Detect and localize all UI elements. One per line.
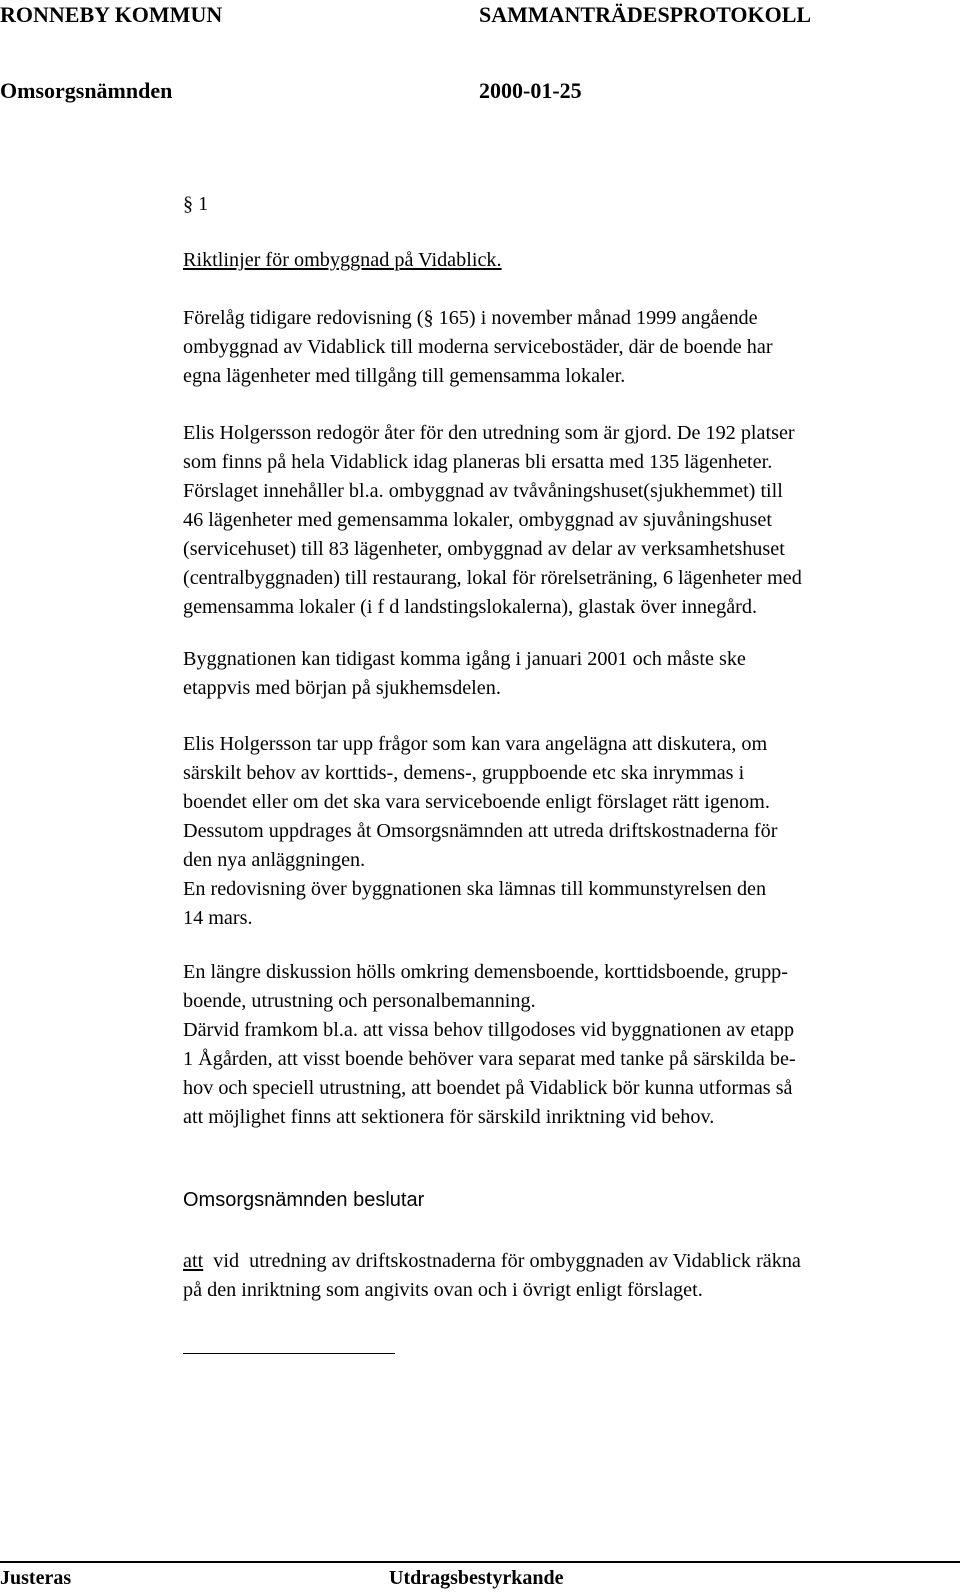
decision-text: [183, 1247, 960, 1305]
text-line: [183, 1247, 960, 1276]
paragraph-schedule: [183, 645, 960, 703]
text-line: Elis Holgersson tar upp frågor som kan vara angelägna att diskutera, om: [183, 733, 768, 755]
text-line: Förelåg tidigare redovisning (§ 165) i november månad 1999 angående: [183, 307, 758, 329]
text-line: (centralbyggnaden) till restaurang, lokal för rörelseträning, 6 lägenheter med: [183, 567, 802, 589]
text-line: egna lägenheter med tillgång till gemensamma lokaler.: [183, 365, 626, 387]
att-word: att: [183, 1250, 204, 1272]
organization-name: RONNEBY KOMMUN: [0, 2, 223, 27]
text-line: särskilt behov av korttids-, demens-, gruppboende etc ska inrymmas i: [183, 762, 745, 784]
text-line: En redovisning över byggnationen ska lämnas till kommunstyrelsen den: [183, 878, 767, 900]
committee-name: Omsorgsnämnden: [0, 78, 173, 103]
text-line: Därvid framkom bl.a. att vissa behov tillgodoses vid byggnationen av etapp: [183, 1019, 795, 1041]
text-line: boendet eller om det ska vara serviceboende enligt förslaget rätt igenom.: [183, 791, 770, 813]
section-paragraph-mark: § 1: [183, 193, 209, 215]
text-line: som finns på hela Vidablick idag planeras bli ersatta med 135 lägenheter.: [183, 451, 773, 473]
text-line: Dessutom uppdrages åt Omsorgsnämnden att utreda driftskostnaderna för: [183, 820, 778, 842]
paragraph-discussion: [183, 958, 960, 1132]
meeting-date: 2000-01-25: [479, 78, 582, 103]
text-line: att möjlighet finns att sektionera för särskild inriktning vid behov.: [183, 1106, 715, 1128]
text-line: hov och speciell utrustning, att boendet på Vidablick bör kunna utformas så: [183, 1077, 793, 1099]
text-line: ombyggnad av Vidablick till moderna servicebostäder, där de boende har: [183, 336, 773, 358]
paragraph-background: [183, 304, 960, 391]
text-line: etappvis med början på sjukhemsdelen.: [183, 677, 501, 699]
footer-rule: [0, 1561, 960, 1563]
text-line: En längre diskussion hölls omkring demensboende, korttidsboende, grupp-: [183, 961, 788, 983]
text-line: gemensamma lokaler (i f d landstingslokalerna), glastak över innegård.: [183, 596, 758, 618]
text-line: boende, utrustning och personalbemanning.: [183, 990, 536, 1012]
paragraph-questions: [183, 730, 960, 933]
document-type: SAMMANTRÄDESPROTOKOLL: [479, 2, 812, 27]
separator-rule: [183, 1353, 395, 1354]
paragraph-report: [183, 419, 960, 622]
text-line: Förslaget innehåller bl.a. ombyggnad av tvåvåningshuset(sjukhemmet) till: [183, 480, 783, 502]
footer-justeras: Justeras: [0, 1567, 72, 1589]
text-line: (servicehuset) till 83 lägenheter, ombyggnad av delar av verksamhetshuset: [183, 538, 785, 560]
text-line: 1 Ågården, att visst boende behöver vara separat med tanke på särskilda be-: [183, 1048, 796, 1070]
text-line: den nya anläggningen.: [183, 849, 366, 871]
decision-line-rest: vid utredning av driftskostnaderna för ombyggnaden av Vidablick räkna: [203, 1250, 801, 1272]
decision-heading: Omsorgsnämnden beslutar: [183, 1189, 425, 1211]
section-title: Riktlinjer för ombyggnad på Vidablick.: [183, 249, 502, 271]
text-line: Byggnationen kan tidigast komma igång i januari 2001 och måste ske: [183, 648, 746, 670]
text-line: 46 lägenheter med gemensamma lokaler, ombyggnad av sjuvåningshuset: [183, 509, 772, 531]
footer-utdragsbestyrkande: Utdragsbestyrkande: [389, 1567, 564, 1589]
text-line: på den inriktning som angivits ovan och i övrigt enligt förslaget.: [183, 1279, 703, 1301]
text-line: Elis Holgersson redogör åter för den utredning som är gjord. De 192 platser: [183, 422, 795, 444]
text-line: 14 mars.: [183, 907, 253, 929]
